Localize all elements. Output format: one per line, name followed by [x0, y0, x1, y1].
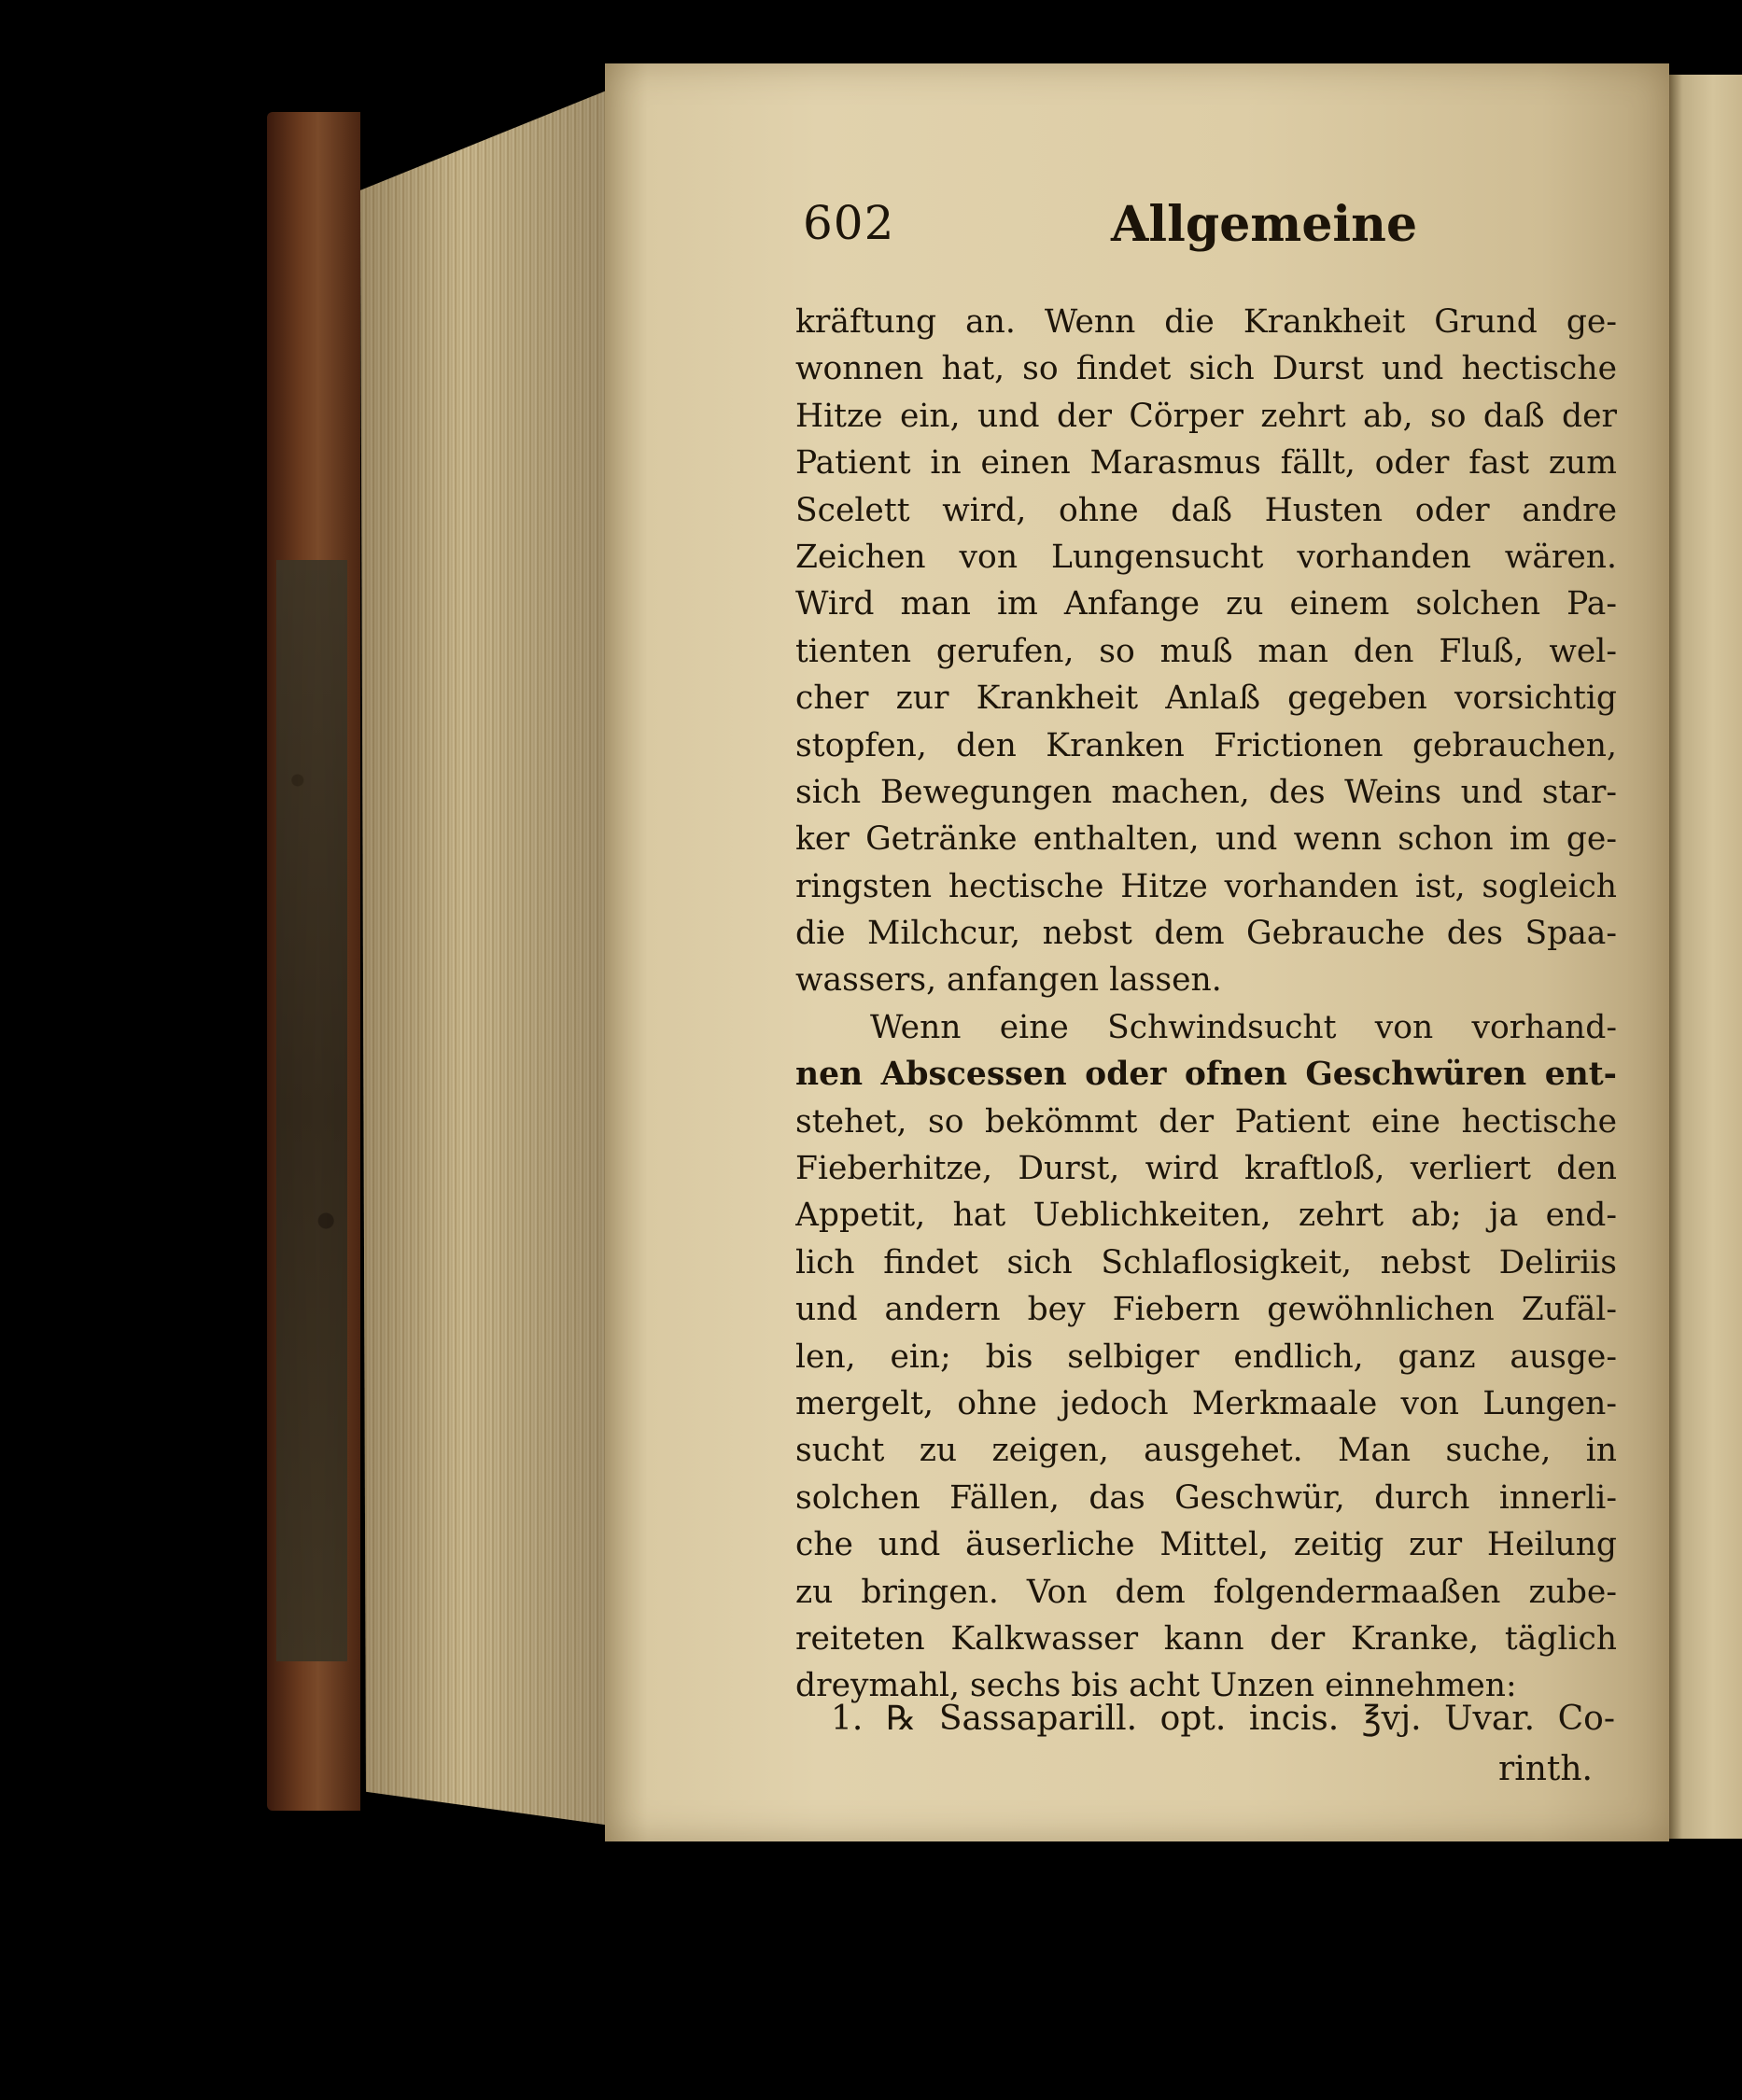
text-line: ker Getränke enthalten, und wenn schon im ge- — [795, 820, 1617, 859]
text-line: ringsten hectische Hitze vorhanden ist, sogleich — [795, 867, 1617, 905]
text-line: sucht zu zeigen, ausgehet. Man suche, in — [795, 1432, 1617, 1470]
text-line: solchen Fällen, das Geschwür, durch innerli- — [795, 1478, 1617, 1517]
recipe-line-continuation: rinth. — [1497, 1750, 1593, 1788]
text-line: nen Abscessen oder ofnen Geschwüren ent- — [795, 1056, 1617, 1094]
text-line: reiteten Kalkwasser kann der Kranke, täglich — [795, 1619, 1617, 1658]
running-head — [803, 196, 1550, 261]
text-line: Appetit, hat Ueblichkeiten, zehrt ab; ja end- — [795, 1197, 1617, 1235]
text-line: Patient in einen Marasmus fällt, oder fast zum — [795, 444, 1617, 483]
text-line: Wenn eine Schwindsucht von vorhand- — [870, 1008, 1617, 1046]
text-line: len, ein; bis selbiger endlich, ganz ausge- — [795, 1337, 1617, 1376]
text-line: die Milchcur, nebst dem Gebrauche des Spaa- — [795, 915, 1617, 953]
page-number: 602 — [803, 196, 895, 250]
page-heading: Allgemeine — [1111, 196, 1418, 253]
text-line: Scelett wird, ohne daß Husten oder andre — [795, 491, 1617, 529]
text-line: lich findet sich Schlaflosigkeit, nebst Deliriis — [795, 1243, 1617, 1281]
text-line: dreymahl, sechs bis acht Unzen einnehmen: — [795, 1667, 1517, 1705]
text-line: stopfen, den Kranken Frictionen gebrauchen, — [795, 726, 1617, 764]
text-line: tienten gerufen, so muß man den Fluß, wel- — [795, 632, 1617, 670]
text-line: Hitze ein, und der Cörper zehrt ab, so daß der — [795, 397, 1617, 435]
text-line: sich Bewegungen machen, des Weins und star- — [795, 773, 1617, 811]
marbled-cover-board — [276, 560, 347, 1661]
recipe-line: 1. ℞ Sassaparill. opt. incis. ℥vj. Uvar. Co- — [831, 1700, 1615, 1738]
text-line: cher zur Krankheit Anlaß gegeben vorsichtig — [795, 679, 1617, 718]
text-line: Wird man im Anfange zu einem solchen Pa- — [795, 585, 1617, 623]
recipe — [831, 1694, 1615, 1795]
text-line: Fieberhitze, Durst, wird kraftloß, verliert den — [795, 1150, 1617, 1188]
text-line: stehet, so bekömmt der Patient eine hectische — [795, 1102, 1617, 1141]
text-line: Zeichen von Lungensucht vorhanden wären. — [795, 538, 1617, 576]
page-edges-shadow — [338, 86, 618, 1827]
body-text — [795, 299, 1617, 1710]
text-line: wonnen hat, so findet sich Durst und hectische — [795, 350, 1617, 388]
text-line: und andern bey Fiebern gewöhnlichen Zufäl- — [795, 1291, 1617, 1329]
text-line: kräftung an. Wenn die Krankheit Grund ge- — [795, 303, 1617, 341]
text-line: zu bringen. Von dem folgendermaaßen zube- — [795, 1573, 1617, 1611]
text-line: mergelt, ohne jedoch Merkmaale von Lungen- — [795, 1384, 1617, 1422]
text-line: wassers, anfangen lassen. — [795, 961, 1222, 1000]
facing-page-edge — [1669, 75, 1742, 1839]
text-line: che und äuserliche Mittel, zeitig zur Heilung — [795, 1526, 1617, 1564]
